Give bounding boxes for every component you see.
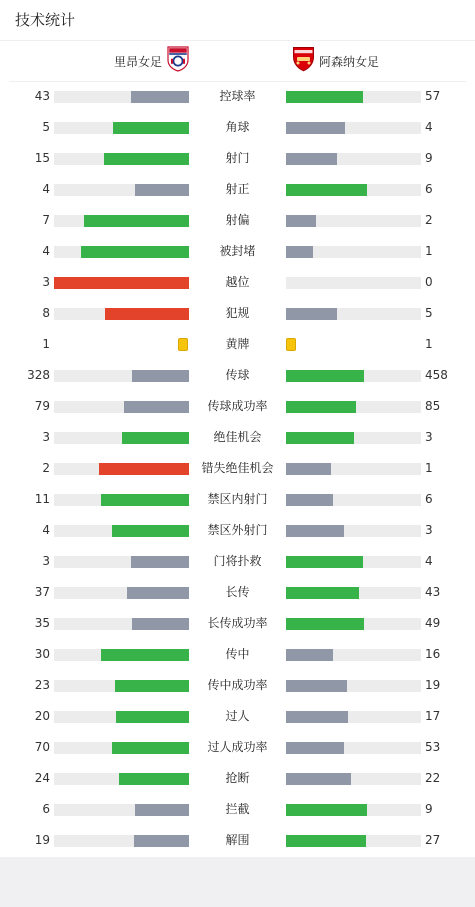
home-bar-fill xyxy=(105,308,189,320)
away-bar-track xyxy=(286,401,421,413)
away-value: 2 xyxy=(425,213,433,227)
stat-row xyxy=(0,237,475,268)
away-bar-fill xyxy=(286,463,331,475)
home-team[interactable] xyxy=(114,48,189,74)
away-value: 1 xyxy=(425,461,433,475)
home-bar-track xyxy=(54,804,189,816)
away-value: 0 xyxy=(425,275,433,289)
home-bar-fill xyxy=(104,153,189,165)
away-value: 9 xyxy=(425,802,433,816)
home-bar-track xyxy=(54,680,189,692)
away-bar-fill xyxy=(286,494,333,506)
away-bar-fill xyxy=(286,401,356,413)
home-bar-track xyxy=(54,835,189,847)
away-bar-fill xyxy=(286,711,348,723)
home-bar-fill xyxy=(116,711,189,723)
away-bar-fill xyxy=(286,432,354,444)
arsenal-crest-icon xyxy=(292,46,315,76)
stat-label: 传球成功率 xyxy=(207,399,268,413)
away-bar-fill xyxy=(286,742,344,754)
stat-label: 传球 xyxy=(225,368,250,382)
away-bar-fill xyxy=(286,246,313,258)
away-bar-track xyxy=(286,742,421,754)
home-bar-track xyxy=(54,91,189,103)
home-value: 23 xyxy=(34,678,50,692)
stat-label: 射门 xyxy=(225,151,250,165)
home-bar-fill xyxy=(112,742,189,754)
away-value: 16 xyxy=(425,647,441,661)
home-bar-fill xyxy=(132,370,189,382)
home-value: 43 xyxy=(34,89,50,103)
home-value: 19 xyxy=(34,833,50,847)
stat-label: 抢断 xyxy=(225,771,250,785)
home-bar-track xyxy=(54,556,189,568)
home-bar-fill xyxy=(81,246,189,258)
home-bar-track xyxy=(54,494,189,506)
away-bar-track xyxy=(286,773,421,785)
away-bar-fill xyxy=(286,804,367,816)
stat-row xyxy=(0,144,475,175)
away-bar-fill xyxy=(286,649,333,661)
stat-row xyxy=(0,361,475,392)
stat-label: 过人 xyxy=(225,709,250,723)
stat-label: 禁区内射门 xyxy=(207,492,268,506)
stat-row xyxy=(0,671,475,702)
home-bar-track xyxy=(54,525,189,537)
away-value: 19 xyxy=(425,678,441,692)
stat-row xyxy=(0,578,475,609)
home-bar-track xyxy=(54,401,189,413)
away-value: 1 xyxy=(425,337,433,351)
stat-row xyxy=(0,733,475,764)
home-value: 2 xyxy=(42,461,50,475)
away-bar-fill xyxy=(286,587,359,599)
away-value: 4 xyxy=(425,120,433,134)
away-value: 49 xyxy=(425,616,441,630)
home-bar-track xyxy=(54,463,189,475)
home-bar-fill xyxy=(99,463,189,475)
stat-row xyxy=(0,640,475,671)
away-bar-track xyxy=(286,215,421,227)
away-bar-track xyxy=(286,246,421,258)
stat-label: 射正 xyxy=(225,182,250,196)
home-bar-track xyxy=(54,711,189,723)
away-bar-fill xyxy=(286,184,367,196)
stat-row xyxy=(0,299,475,330)
away-bar-fill xyxy=(286,370,364,382)
home-bar-fill xyxy=(134,835,189,847)
home-value: 20 xyxy=(34,709,50,723)
away-bar-track xyxy=(286,680,421,692)
away-bar-track xyxy=(286,91,421,103)
stat-label: 绝佳机会 xyxy=(213,430,262,444)
away-bar-fill xyxy=(286,680,347,692)
home-value: 4 xyxy=(42,182,50,196)
home-bar-fill xyxy=(131,91,189,103)
away-value: 43 xyxy=(425,585,441,599)
home-bar-fill xyxy=(101,494,189,506)
away-bar-fill xyxy=(286,308,337,320)
home-bar-fill xyxy=(113,122,189,134)
home-value: 70 xyxy=(34,740,50,754)
stat-row xyxy=(0,547,475,578)
stat-row xyxy=(0,609,475,640)
stat-label: 门将扑救 xyxy=(213,554,262,568)
stat-label: 禁区外射门 xyxy=(207,523,268,537)
home-bar-fill xyxy=(101,649,189,661)
stat-label: 角球 xyxy=(225,120,250,134)
home-bar-fill xyxy=(131,556,189,568)
home-bar-track xyxy=(54,618,189,630)
away-bar-track xyxy=(286,711,421,723)
away-value: 4 xyxy=(425,554,433,568)
away-bar-fill xyxy=(286,556,363,568)
stats-list xyxy=(0,82,475,857)
away-bar-fill xyxy=(286,122,345,134)
stat-row xyxy=(0,702,475,733)
home-bar-track xyxy=(54,215,189,227)
stat-label: 长传 xyxy=(225,585,250,599)
stat-label: 犯规 xyxy=(225,306,250,320)
stat-label: 被封堵 xyxy=(219,244,256,258)
home-value: 79 xyxy=(34,399,50,413)
home-bar-fill xyxy=(112,525,189,537)
home-value: 4 xyxy=(42,244,50,258)
away-bar-track xyxy=(286,277,421,289)
home-bar-track xyxy=(54,742,189,754)
away-bar-track xyxy=(286,153,421,165)
away-value: 3 xyxy=(425,430,433,444)
home-bar-fill xyxy=(115,680,189,692)
home-bar-fill xyxy=(132,618,189,630)
away-bar-fill xyxy=(286,773,351,785)
yellow-card-icon xyxy=(178,338,188,351)
home-bar-track xyxy=(54,246,189,258)
home-value: 5 xyxy=(42,120,50,134)
away-value: 6 xyxy=(425,492,433,506)
home-value: 30 xyxy=(34,647,50,661)
away-bar-track xyxy=(286,804,421,816)
home-bar-track xyxy=(54,277,189,289)
stat-row xyxy=(0,764,475,795)
teams-header xyxy=(0,41,475,81)
stat-row xyxy=(0,82,475,113)
home-bar-fill xyxy=(124,401,189,413)
home-bar-fill xyxy=(135,184,189,196)
stat-label: 控球率 xyxy=(219,89,256,103)
away-value: 22 xyxy=(425,771,441,785)
stat-label: 解围 xyxy=(225,833,250,847)
stat-label: 拦截 xyxy=(225,802,250,816)
away-bar-track xyxy=(286,835,421,847)
away-bar-track xyxy=(286,370,421,382)
stat-row xyxy=(0,516,475,547)
away-bar-track xyxy=(286,494,421,506)
home-value: 24 xyxy=(34,771,50,785)
away-value: 27 xyxy=(425,833,441,847)
home-bar-fill xyxy=(135,804,189,816)
stat-label: 长传成功率 xyxy=(207,616,268,630)
away-value: 6 xyxy=(425,182,433,196)
stat-row xyxy=(0,330,475,361)
home-bar-track xyxy=(54,370,189,382)
stat-row xyxy=(0,423,475,454)
home-value: 15 xyxy=(34,151,50,165)
home-bar-track xyxy=(54,184,189,196)
stat-row xyxy=(0,795,475,826)
away-value: 458 xyxy=(425,368,448,382)
lyon-crest-icon xyxy=(167,46,189,76)
away-bar-track xyxy=(286,122,421,134)
away-bar-track xyxy=(286,308,421,320)
stat-row xyxy=(0,206,475,237)
away-bar-track xyxy=(286,525,421,537)
yellow-card-icon xyxy=(286,338,296,351)
stat-row xyxy=(0,113,475,144)
stat-row xyxy=(0,485,475,516)
stat-row xyxy=(0,826,475,857)
away-bar-track xyxy=(286,587,421,599)
stat-label: 过人成功率 xyxy=(207,740,268,754)
stat-label: 传中成功率 xyxy=(207,678,268,692)
stat-row xyxy=(0,392,475,423)
away-value: 85 xyxy=(425,399,441,413)
stat-label: 错失绝佳机会 xyxy=(201,461,274,475)
away-bar-track xyxy=(286,432,421,444)
page-title: 技术统计 xyxy=(15,11,76,29)
home-value: 1 xyxy=(42,337,50,351)
stat-row xyxy=(0,175,475,206)
home-value: 8 xyxy=(42,306,50,320)
away-value: 5 xyxy=(425,306,433,320)
away-value: 9 xyxy=(425,151,433,165)
home-value: 35 xyxy=(34,616,50,630)
away-bar-fill xyxy=(286,835,366,847)
away-bar-fill xyxy=(286,215,316,227)
home-bar-fill xyxy=(122,432,190,444)
stat-row xyxy=(0,454,475,485)
home-value: 37 xyxy=(34,585,50,599)
home-value: 328 xyxy=(27,368,50,382)
home-bar-track xyxy=(54,432,189,444)
away-bar-fill xyxy=(286,153,337,165)
away-bar-track xyxy=(286,184,421,196)
home-bar-track xyxy=(54,773,189,785)
home-bar-fill xyxy=(84,215,189,227)
home-bar-track xyxy=(54,587,189,599)
stat-label: 黄牌 xyxy=(225,337,250,351)
away-team[interactable] xyxy=(292,48,379,74)
home-value: 7 xyxy=(42,213,50,227)
away-bar-fill xyxy=(286,91,363,103)
away-bar-track xyxy=(286,463,421,475)
away-value: 3 xyxy=(425,523,433,537)
home-bar-fill xyxy=(119,773,189,785)
home-bar-fill xyxy=(127,587,189,599)
away-value: 57 xyxy=(425,89,441,103)
home-bar-track xyxy=(54,649,189,661)
home-value: 3 xyxy=(42,430,50,444)
home-value: 6 xyxy=(42,802,50,816)
away-bar-fill xyxy=(286,618,364,630)
away-bar-track xyxy=(286,618,421,630)
home-bar-track xyxy=(54,308,189,320)
stat-label: 射偏 xyxy=(225,213,250,227)
home-team-name: 里昂女足 xyxy=(113,54,162,69)
stat-row xyxy=(0,268,475,299)
home-bar-track xyxy=(54,153,189,165)
away-team-name: 阿森纳女足 xyxy=(319,54,380,69)
away-value: 53 xyxy=(425,740,441,754)
stat-label: 传中 xyxy=(225,647,250,661)
home-value: 4 xyxy=(42,523,50,537)
away-bar-track xyxy=(286,556,421,568)
away-value: 1 xyxy=(425,244,433,258)
away-bar-fill xyxy=(286,525,344,537)
home-value: 3 xyxy=(42,554,50,568)
away-bar-track xyxy=(286,649,421,661)
away-value: 17 xyxy=(425,709,441,723)
home-value: 3 xyxy=(42,275,50,289)
stat-label: 越位 xyxy=(225,275,250,289)
home-bar-track xyxy=(54,122,189,134)
home-value: 11 xyxy=(34,492,50,506)
home-bar-fill xyxy=(54,277,189,289)
